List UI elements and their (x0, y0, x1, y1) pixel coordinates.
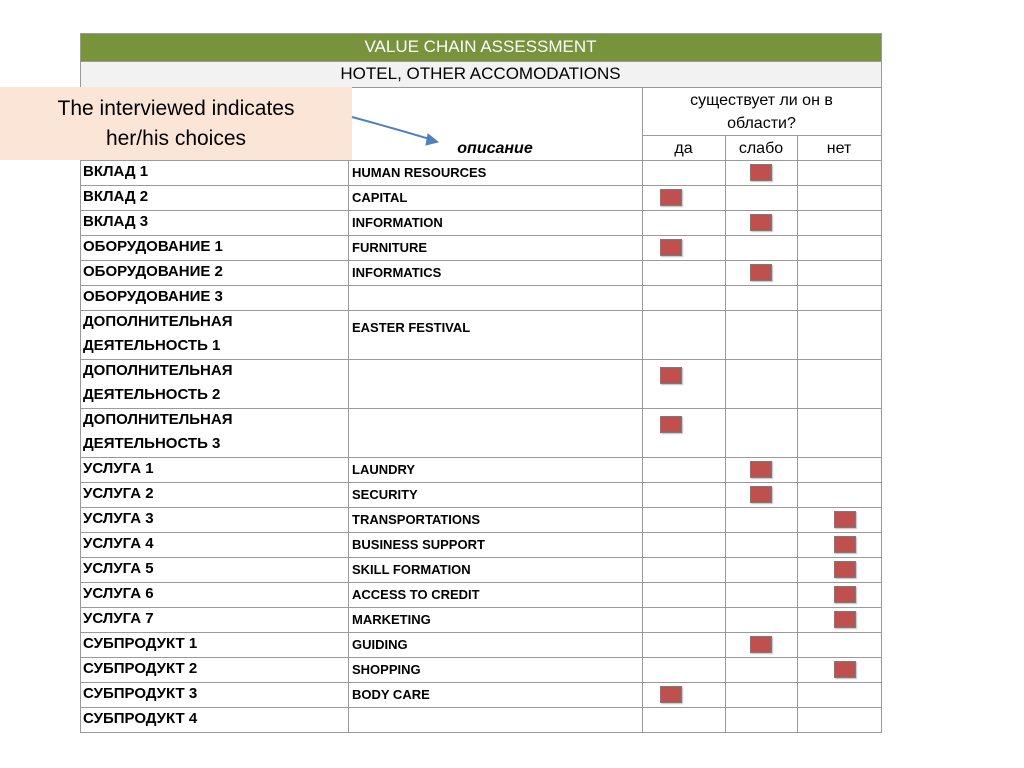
header-no: нет (826, 140, 852, 157)
row-label: ДОПОЛНИТЕЛЬНАЯ (83, 313, 233, 330)
row-description: BUSINESS SUPPORT (352, 537, 485, 552)
choice-mark-weak[interactable] (750, 264, 772, 281)
row-description: SHOPPING (352, 662, 421, 677)
table-row (80, 185, 881, 210)
row-description: INFORMATICS (352, 265, 442, 280)
row-description: EASTER FESTIVAL (352, 320, 471, 335)
choice-mark-weak[interactable] (750, 636, 772, 653)
row-label: ОБОРУДОВАНИЕ 1 (83, 238, 223, 255)
callout-box (0, 87, 352, 160)
row-description: CAPITAL (352, 190, 408, 205)
table-row (80, 532, 881, 557)
row-label: СУБПРОДУКТ 1 (83, 635, 198, 652)
row-label: ОБОРУДОВАНИЕ 2 (83, 263, 223, 280)
callout-line2: her/his choices (105, 126, 247, 150)
row-label: СУБПРОДУКТ 2 (83, 660, 198, 677)
header-weak: слабо (738, 140, 784, 157)
row-label: УСЛУГА 7 (83, 610, 154, 627)
table-row (80, 657, 881, 682)
row-label: УСЛУГА 1 (83, 460, 154, 477)
table-row (80, 507, 881, 532)
table-row (80, 557, 881, 582)
header-description: описание (457, 140, 533, 157)
row-label: ВКЛАД 3 (83, 213, 149, 230)
grid-line-vertical (881, 33, 882, 733)
table-row (80, 408, 881, 457)
table-row (80, 682, 881, 707)
row-description: MARKETING (352, 612, 431, 627)
table-row (80, 160, 881, 185)
row-label: СУБПРОДУКТ 4 (83, 710, 198, 727)
table-subtitle: HOTEL, OTHER ACCOMODATIONS (80, 61, 881, 87)
row-label: ДОПОЛНИТЕЛЬНАЯ (83, 411, 233, 428)
callout-line1: The interviewed indicates (57, 96, 295, 120)
choice-mark-no[interactable] (834, 511, 856, 528)
row-description: ACCESS TO CREDIT (352, 587, 480, 602)
choice-mark-no[interactable] (834, 586, 856, 603)
row-label: УСЛУГА 5 (83, 560, 154, 577)
row-label: ВКЛАД 1 (83, 163, 149, 180)
table-row (80, 707, 881, 732)
header-question (642, 89, 881, 135)
table-row (80, 285, 881, 310)
row-label: УСЛУГА 6 (83, 585, 154, 602)
grid-line-horizontal (80, 33, 881, 34)
choice-mark-weak[interactable] (750, 461, 772, 478)
row-description: SECURITY (352, 487, 418, 502)
grid-line-horizontal (80, 732, 881, 733)
row-description: TRANSPORTATIONS (352, 512, 481, 527)
table-row (80, 582, 881, 607)
choice-mark-no[interactable] (834, 611, 856, 628)
grid-line-horizontal (80, 61, 881, 62)
row-description: FURNITURE (352, 240, 428, 255)
row-label-line2: ДЕЯТЕЛЬНОСТЬ 2 (83, 386, 221, 403)
choice-mark-weak[interactable] (750, 486, 772, 503)
table-row (80, 210, 881, 235)
row-label: УСЛУГА 2 (83, 485, 154, 502)
row-label: ДОПОЛНИТЕЛЬНАЯ (83, 362, 233, 379)
row-description: HUMAN RESOURCES (352, 165, 487, 180)
row-label-line2: ДЕЯТЕЛЬНОСТЬ 3 (83, 435, 221, 452)
choice-mark-yes[interactable] (660, 686, 682, 703)
table-row (80, 310, 881, 359)
table-row (80, 260, 881, 285)
row-description: BODY CARE (352, 687, 430, 702)
table-row (80, 482, 881, 507)
choice-mark-yes[interactable] (660, 239, 682, 256)
choice-mark-yes[interactable] (660, 416, 682, 433)
row-label: УСЛУГА 4 (83, 535, 154, 552)
choice-mark-weak[interactable] (750, 164, 772, 181)
row-description: INFORMATION (352, 215, 443, 230)
table-row (80, 632, 881, 657)
choice-mark-yes[interactable] (660, 189, 682, 206)
table-row (80, 235, 881, 260)
header-question-line1: существует ли он в (690, 92, 833, 109)
choice-mark-no[interactable] (834, 561, 856, 578)
row-label: СУБПРОДУКТ 3 (83, 685, 198, 702)
choice-mark-no[interactable] (834, 536, 856, 553)
choice-mark-yes[interactable] (660, 367, 682, 384)
choice-mark-weak[interactable] (750, 214, 772, 231)
table-row (80, 457, 881, 482)
header-yes: да (674, 140, 693, 157)
table-title: VALUE CHAIN ASSESSMENT (80, 33, 881, 61)
row-label: УСЛУГА 3 (83, 510, 154, 527)
row-description: LAUNDRY (352, 462, 416, 477)
row-description: SKILL FORMATION (352, 562, 471, 577)
choice-mark-no[interactable] (834, 661, 856, 678)
row-description: GUIDING (352, 637, 408, 652)
row-label: ОБОРУДОВАНИЕ 3 (83, 288, 223, 305)
grid-line-horizontal (642, 135, 881, 136)
table-row (80, 359, 881, 408)
row-label-line2: ДЕЯТЕЛЬНОСТЬ 1 (83, 337, 221, 354)
header-question-line2: области? (727, 115, 796, 132)
row-label: ВКЛАД 2 (83, 188, 149, 205)
table-row (80, 607, 881, 632)
